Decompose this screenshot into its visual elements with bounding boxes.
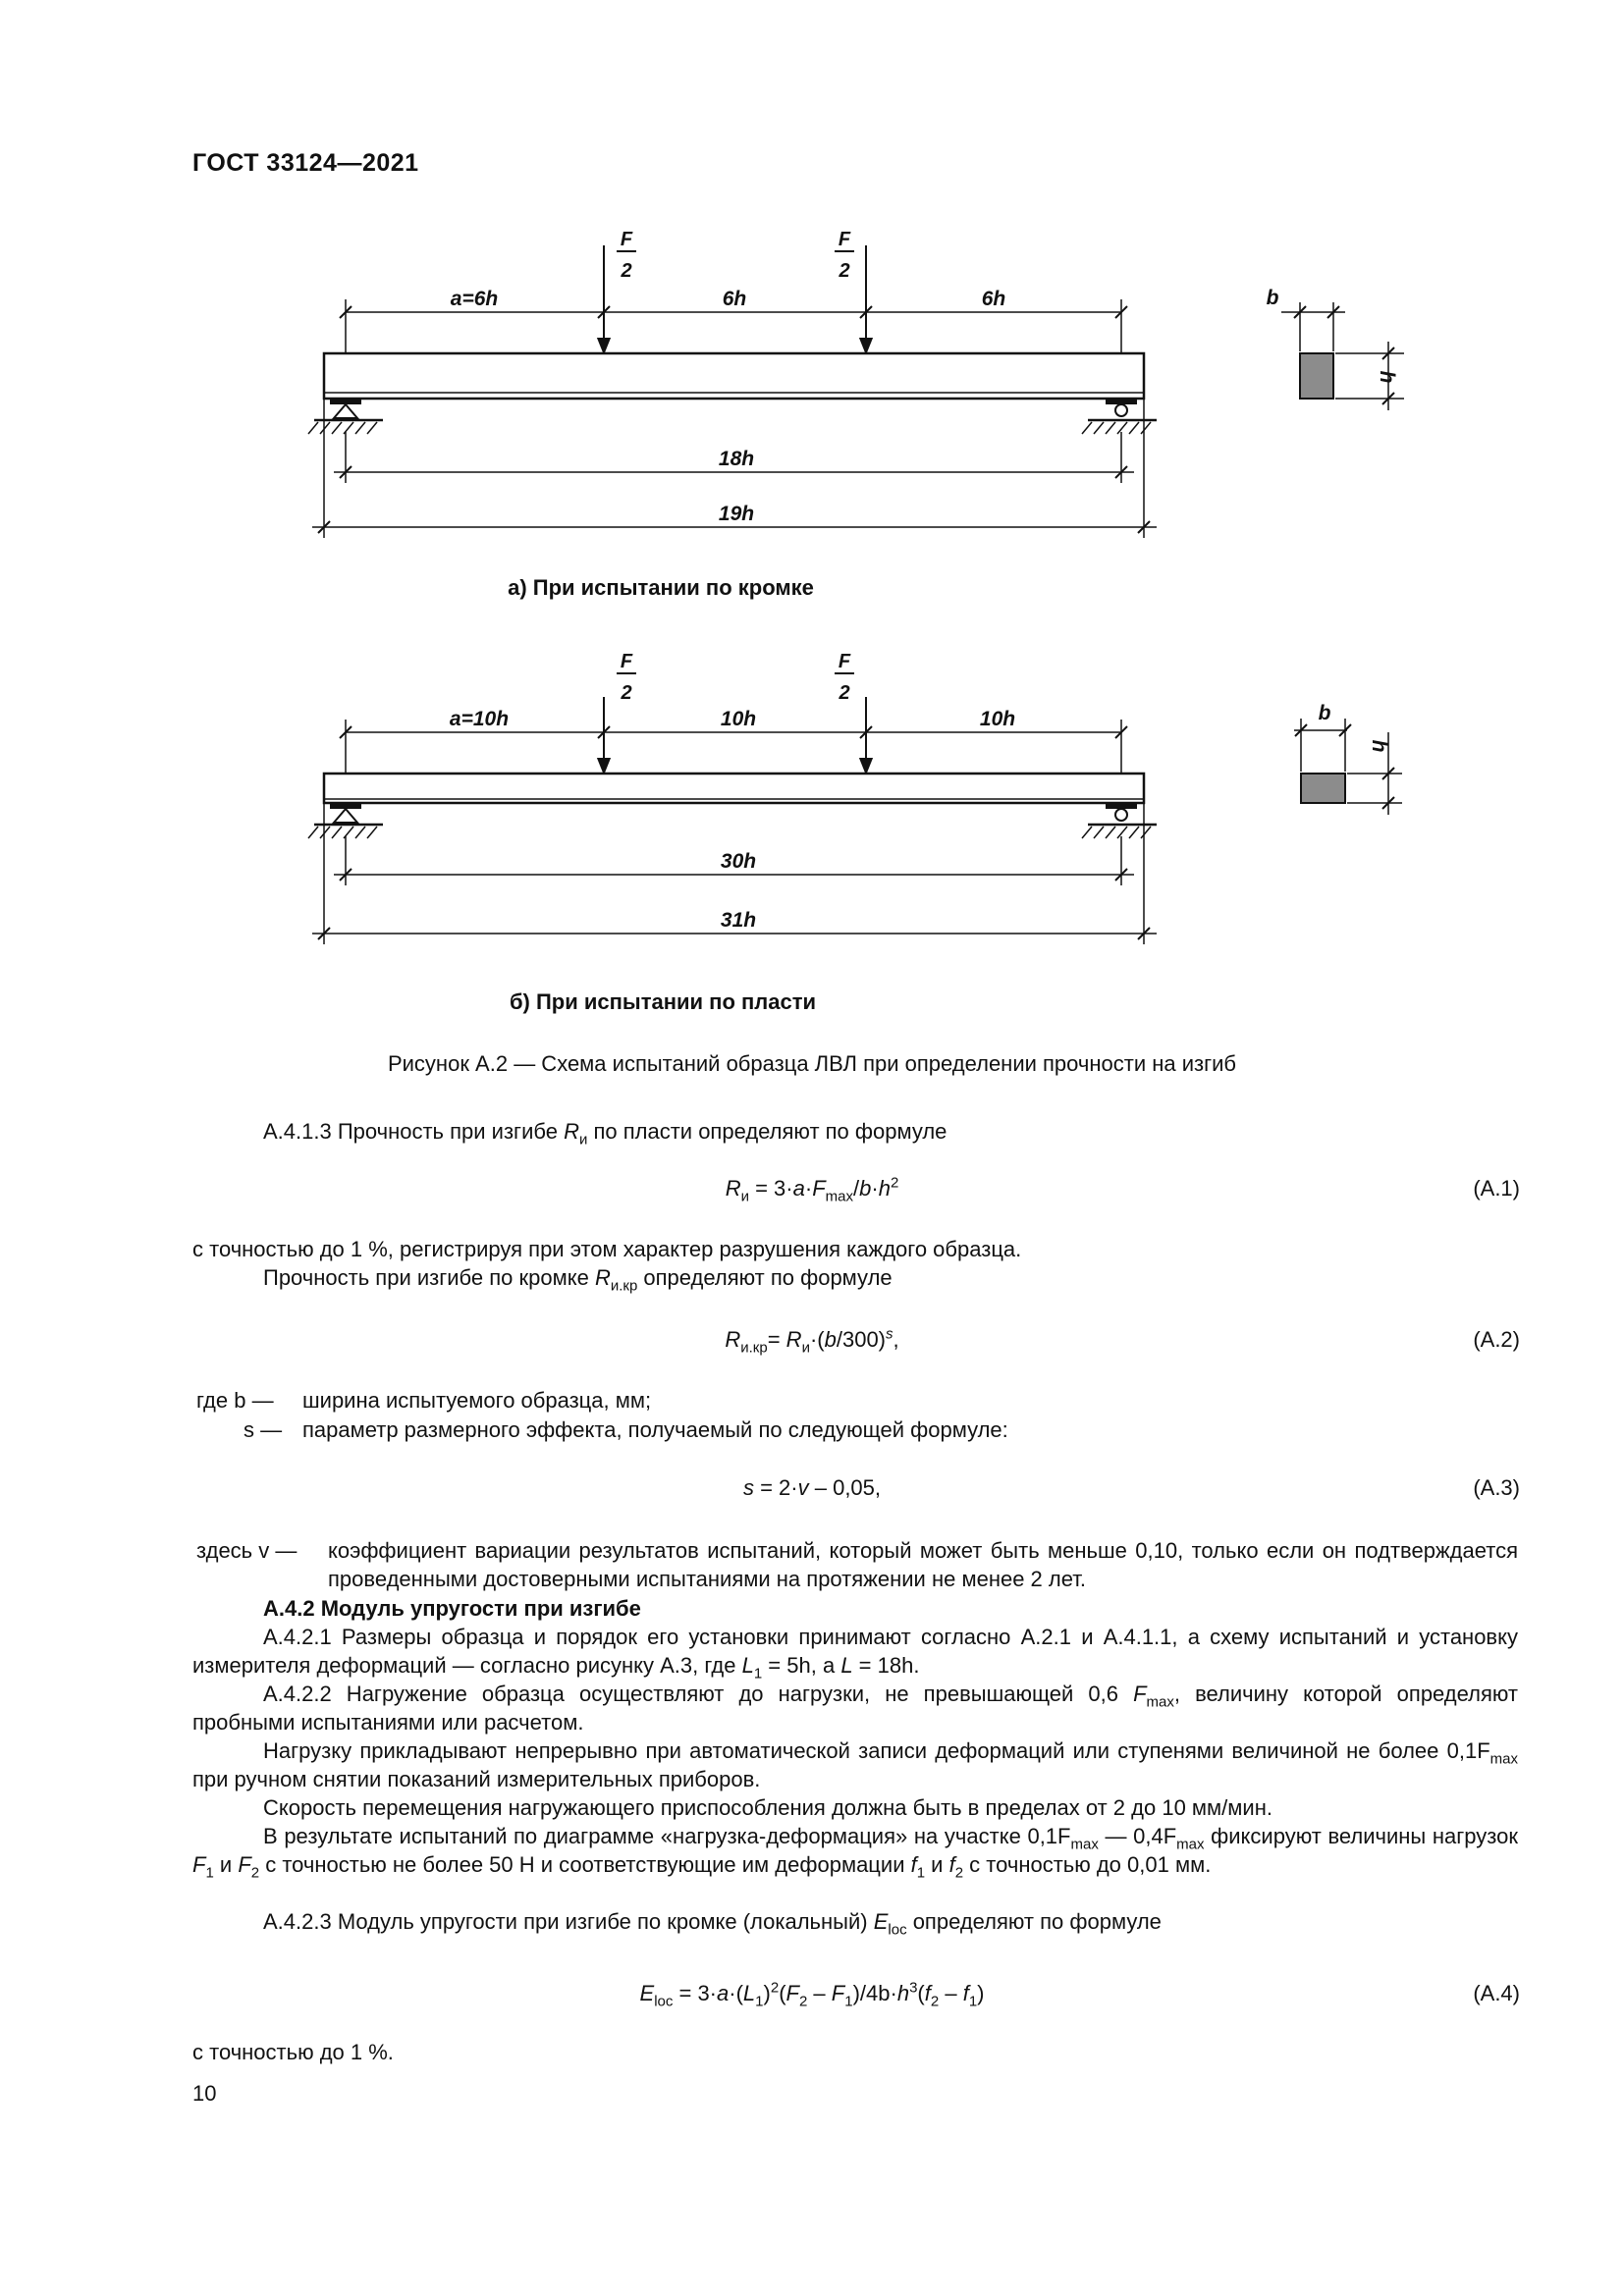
paragraph-a421: А.4.2.1 Размеры образца и порядок его установки принимают согласно А.2.1 и А.4.1.1, а схему испытаний и установку измерителя деформаций — согласно рисунку А.3, где $L_1 = 5h$, а L = 18h.	[192, 1625, 1518, 1682]
formula-a3-number: (А.3)	[1473, 1475, 1520, 1500]
force-left-b	[604, 651, 636, 774]
where-b-symbol: где b —	[196, 1388, 274, 1413]
subcaption-b: б) При испытании по пласти	[509, 989, 817, 1014]
force-left-a	[604, 229, 636, 353]
beam-a	[324, 353, 1144, 399]
force-den: 2	[621, 682, 632, 704]
force-right-b	[835, 651, 866, 774]
where-b-text: ширина испытуемого образца, мм;	[302, 1388, 652, 1413]
here-v-text: коэффициент вариации результатов испытаний, который может быть меньше 0,10, только если он подтверждается проведенными достоверными испытаниями на протяжении не менее 2 лет.	[328, 1538, 1518, 1591]
where-s-symbol: s —	[244, 1417, 283, 1442]
span-inner-label: 18h	[718, 448, 755, 470]
subcaption-a: а) При испытании по кромке	[508, 575, 814, 600]
page-number: 10	[192, 2081, 217, 2106]
cross-section-a	[1267, 287, 1404, 410]
formula-a2: $R_{и.кр}= R_и\cdot(b/300)^s$,	[725, 1325, 899, 1357]
force-den: 2	[839, 260, 850, 282]
span-inner-label: 30h	[720, 850, 757, 873]
paragraph-load: Нагрузку прикладывают непрерывно при автоматической записи деформаций или ступенями величиной не более $0,1F_{max}$ при ручном снятии показаний измерительных приборов.	[192, 1738, 1518, 1791]
section-h-label: h	[1368, 739, 1390, 753]
support-right-a	[1082, 399, 1157, 434]
force-num: F	[620, 229, 633, 250]
force-den: 2	[839, 682, 850, 704]
document-header: ГОСТ 33124—2021	[192, 149, 419, 177]
support-left-b	[308, 803, 383, 838]
formula-a4-number: (А.4)	[1473, 1981, 1520, 2005]
force-num: F	[838, 229, 851, 250]
paragraph-accuracy-2: с точностью до 1 %.	[192, 2040, 394, 2064]
formula-a2-number: (А.2)	[1473, 1327, 1520, 1352]
formula-a3: s = 2·v – 0,05,	[742, 1475, 882, 1500]
dim-mid-label: 10h	[720, 708, 757, 730]
support-left-a	[308, 399, 383, 434]
where-s-text: параметр размерного эффекта, получаемый по следующей формуле:	[302, 1417, 1008, 1442]
cross-section-b	[1294, 702, 1402, 815]
here-v-symbol: здесь v —	[196, 1538, 298, 1563]
section-heading-a42: А.4.2 Модуль упругости при изгибе	[263, 1596, 641, 1621]
paragraph-a422: А.4.2.2 Нагружение образца осуществляют до нагрузки, не превышающей 0,6 $F_{max}$, величину которой определяют пробными испытаниями или расчетом.	[192, 1682, 1518, 1735]
paragraph-a413: А.4.1.3 Прочность при изгибе $R_и$ по пласти определяют по формуле	[263, 1119, 947, 1148]
force-num: F	[838, 651, 851, 672]
section-h-label: h	[1376, 370, 1398, 384]
formula-a1: $R_и = 3\cdot a\cdot F_{max}/b\cdot h^2$	[725, 1174, 899, 1205]
paragraph-accuracy-1: с точностью до 1 %, регистрируя при этом характер разрушения каждого образца.	[192, 1237, 1022, 1261]
force-right-a	[835, 229, 866, 353]
dim-a-label: a=10h	[449, 708, 510, 730]
force-num: F	[620, 651, 633, 672]
scheme-a	[308, 229, 1404, 600]
dim-right-label: 10h	[979, 708, 1016, 730]
span-total-label: 19h	[718, 503, 755, 525]
dim-a-label: a=6h	[450, 288, 499, 310]
formula-a4: $E_{loc} = 3\cdot a\cdot(L_1)^2(F_2 - F_1)/4b\cdot h^3(f_2 - f_1)$	[639, 1979, 985, 2010]
paragraph-edge-strength: Прочность при изгибе по кромке $R_{и.кр}$ определяют по формуле	[263, 1265, 893, 1295]
formula-a1-number: (А.1)	[1473, 1176, 1520, 1201]
force-den: 2	[621, 260, 632, 282]
figure-a2-diagram	[0, 0, 1624, 1041]
paragraph-result: В результате испытаний по диаграмме «нагрузка-деформация» на участке $0,1F_{max}$ — $0,4F_{max}$ фиксируют величины нагрузок $F_1$ и $F_2$ с точностью не более 50 Н и соответствующие им деформации $f_1$ и $f_2$ с точностью до 0,01 мм.	[192, 1824, 1518, 1882]
dim-mid-label: 6h	[722, 288, 747, 310]
figure-caption: Рисунок А.2 — Схема испытаний образца ЛВЛ при определении прочности на изгиб	[387, 1051, 1237, 1076]
section-b-label: b	[1318, 702, 1331, 724]
paragraph-speed: Скорость перемещения нагружающего приспособления должна быть в пределах от 2 до 10 мм/мин.	[263, 1795, 1272, 1820]
scheme-b	[308, 651, 1402, 1014]
dim-right-label: 6h	[981, 288, 1006, 310]
paragraph-a423: А.4.2.3 Модуль упругости при изгибе по кромке (локальный) $E_{loc}$ определяют по формуле	[263, 1909, 1162, 1939]
support-right-b	[1082, 803, 1157, 838]
section-b-label: b	[1266, 287, 1279, 309]
span-total-label: 31h	[720, 909, 757, 932]
